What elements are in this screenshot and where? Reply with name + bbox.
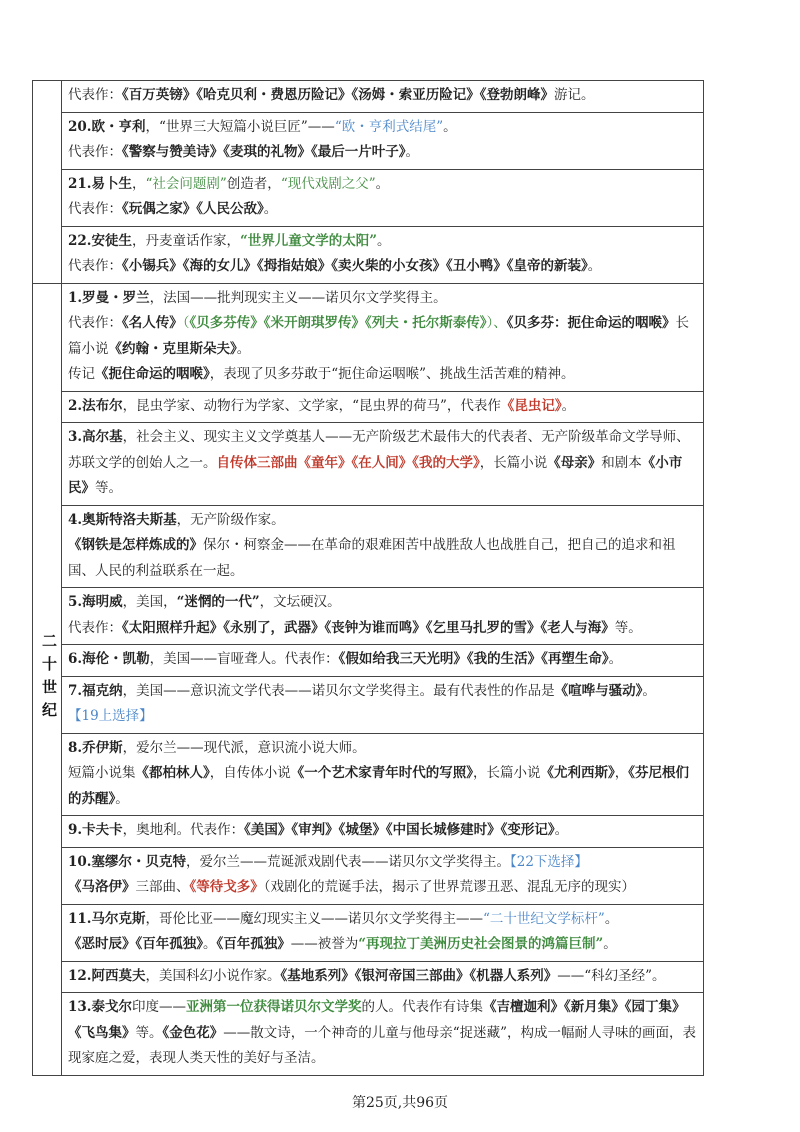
row-hemingway: 5.海明威，美国，“迷惘的一代”，文坛硬汉。 代表作：《太阳照样升起》《永别了，武器》《丧钟为谁而鸣》《乞里马扎罗的雪》《老人与海》等。	[68, 594, 642, 636]
row-tagore: 13.泰戈尔印度——亚洲第一位获得诺贝尔文学奖的人。代表作有诗集《吉檀迦利》《新月集》《园丁集》《飞鸟集》等。《金色花》——散文诗，一个神奇的儿童与他母亲“捉迷藏”，构成一幅耐人寻味的画面，表现家庭之爱，表现人类天性的美好与圣洁。	[68, 999, 697, 1066]
row-fabre: 2.法布尔，昆虫学家、动物行为学家、文学家，“昆虫界的荷马”，代表作《昆虫记》。	[68, 397, 576, 414]
side-label-20th-century: 二十世纪	[40, 633, 58, 725]
row-gorky: 3.高尔基，社会主义、现实主义文学奠基人——无产阶级艺术最伟大的代表者、无产阶级革命文学导师、苏联文学的创始人之一。自传体三部曲《童年》《在人间》《我的大学》，长篇小说《母亲》和剧本《小市民》等。	[68, 429, 690, 496]
row-marquez: 11.马尔克斯，哥伦比亚——魔幻现实主义——诺贝尔文学奖得主——“二十世纪文学标杆”。 《恶时辰》《百年孤独》。《百年孤独》——被誉为“再现拉丁美洲历史社会图景的鸿篇巨制”。	[68, 910, 619, 952]
literature-table	[32, 80, 704, 1076]
exam-tag-22: 【22下选择】	[510, 853, 588, 870]
row-beckett: 10.塞缪尔・贝克特，爱尔兰——荒诞派戏剧代表——诺贝尔文学奖得主。【22下选择】 《马洛伊》三部曲、《等待戈多》（戏剧化的荒诞手法，揭示了世界荒谬丑恶、混乱无序的现实）	[68, 853, 635, 895]
exam-tag-19: 【19上选择】	[68, 708, 153, 724]
row-asimov: 12.阿西莫夫，美国科幻小说作家。《基地系列》《银河帝国三部曲》《机器人系列》——“科幻圣经”。	[68, 967, 666, 984]
row-romain-rolland: 1.罗曼・罗兰，法国——批判现实主义——诺贝尔文学奖得主。 代表作：《名人传》（《贝多芬传》《米开朗琪罗传》《列夫・托尔斯泰传》）、《贝多芬：扼住命运的咽喉》长篇小说《约翰・克里斯朵夫》。 传记《扼住命运的咽喉》，表现了贝多芬敢于“扼住命运咽喉”、挑战生活苦难的精神。	[68, 289, 689, 382]
row-faulkner: 7.福克纳，美国——意识流文学代表——诺贝尔文学奖得主。最有代表性的作品是《喧哗与骚动》。 【19上选择】	[68, 682, 656, 724]
row-andersen: 22.安徒生，丹麦童话作家，“世界儿童文学的太阳”。 代表作：《小锡兵》《海的女儿》《拇指姑娘》《卖火柴的小女孩》《丑小鸭》《皇帝的新装》。	[68, 232, 602, 274]
row-joyce: 8.乔伊斯，爱尔兰——现代派，意识流小说大师。 短篇小说集《都柏林人》，自传体小说《一个艺术家青年时代的写照》，长篇小说《尤利西斯》，《芬尼根们的苏醒》。	[68, 739, 689, 807]
row-o-henry: 20.欧・亨利，“世界三大短篇小说巨匠”——“欧・亨利式结尾”。 代表作：《警察与赞美诗》《麦琪的礼物》《最后一片叶子》。	[68, 118, 457, 160]
side-cell-empty	[33, 81, 62, 284]
row-ostrovsky: 4.奥斯特洛夫斯基，无产阶级作家。 《钢铁是怎样炼成的》保尔・柯察金——在革命的艰难困苦中战胜敌人也战胜自己，把自己的追求和祖国、人民的利益联系在一起。	[68, 511, 676, 579]
side-label-cell	[33, 283, 62, 1075]
row-twain-works: 代表作：《百万英镑》《哈克贝利・费恩历险记》《汤姆・索亚历险记》《登勃朗峰》游记。	[68, 87, 595, 103]
row-helen-keller: 6.海伦・凯勒，美国——盲哑聋人。代表作：《假如给我三天光明》《我的生活》《再塑生命》。	[68, 651, 623, 667]
row-ibsen: 21.易卜生，“社会问题剧”创造者，“现代戏剧之父”。 代表作：《玩偶之家》《人民公敌》。	[68, 175, 390, 217]
page-number: 第25页,共96页	[351, 1095, 449, 1111]
row-kafka: 9.卡夫卡，奥地利。代表作：《美国》《审判》《城堡》《中国长城修建时》《变形记》。	[68, 822, 569, 838]
